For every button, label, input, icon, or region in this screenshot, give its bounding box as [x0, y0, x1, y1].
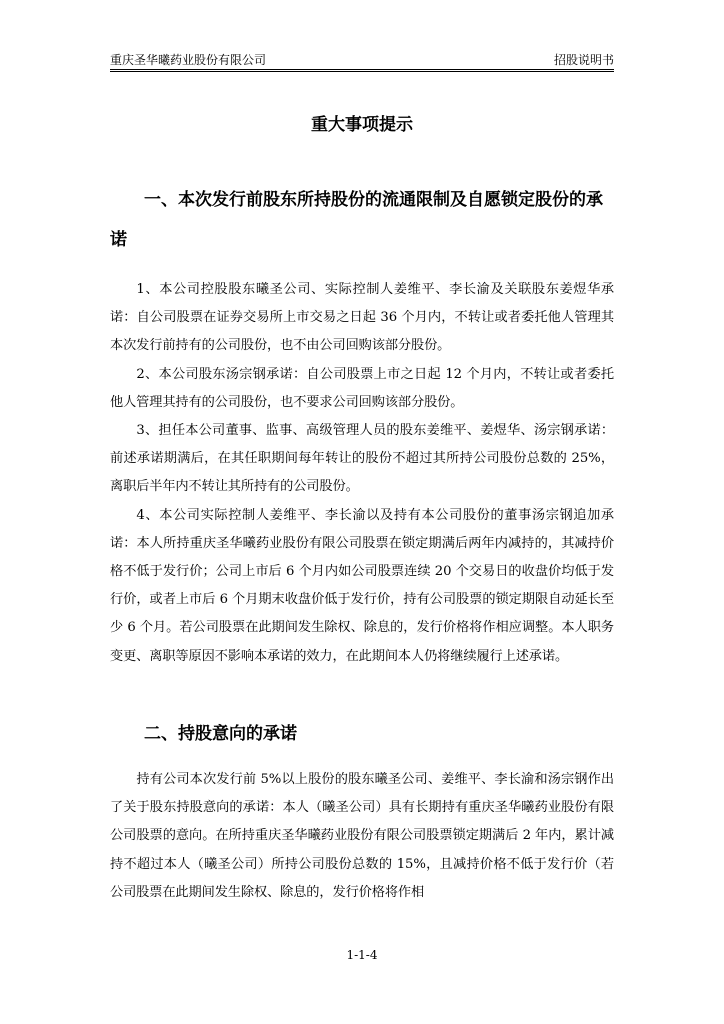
section1-paragraph: 3、担任本公司董事、监事、高级管理人员的股东姜维平、姜煜华、汤宗钢承诺：前述承诺期满后，在其任职期间每年转让的股份不超过其所持公司股份总数的 25%，离职后半年内不转让其所持有的公司股份。: [110, 423, 614, 495]
section1-body: [110, 276, 614, 671]
header-doc-type: 招股说明书: [553, 53, 614, 67]
page-number: 1-1-4: [346, 948, 378, 962]
header-company: 重庆圣华曦药业股份有限公司: [110, 53, 267, 67]
page-title: 重大事项提示: [311, 115, 413, 135]
section1-paragraph: 4、本公司实际控制人姜维平、李长渝以及持有本公司股份的董事汤宗钢追加承诺：本人所持重庆圣华曦药业股份有限公司股票在锁定期满后两年内减持的，其减持价格不低于发行价；公司上市后 6 个月内如公司股票连续 20 个交易日的收盘价均低于发行价，或者上市后 6 个月期末收盘价低于发行价，持有公司股票的锁定期限自动延长至少 6 个月。若公司股票在此期间发生除权、除息的，发行价格将作相应调整。本人职务变更、离职等原因不影响本承诺的效力，在此期间本人仍将继续履行上述承诺。: [110, 507, 614, 664]
section1-paragraph: 2、本公司股东汤宗钢承诺：自公司股票上市之日起 12 个月内，不转让或者委托他人管理其持有的公司股份，也不要求公司回购该部分股份。: [110, 366, 614, 410]
page-header: [110, 48, 614, 72]
header-rule-double: [110, 71, 614, 72]
section1-heading: 一、本次发行前股东所持股份的流通限制及自愿锁定股份的承诺: [110, 190, 603, 250]
section1-paragraph: 1、本公司控股股东曦圣公司、实际控制人姜维平、李长渝及关联股东姜煜华承诺：自公司股票在证券交易所上市交易之日起 36 个月内，不转让或者委托他人管理其本次发行前持有的公司股份，也不由公司回购该部分股份。: [110, 282, 614, 354]
section2-body: [110, 766, 614, 907]
section2-paragraph: 持有公司本次发行前 5%以上股份的股东曦圣公司、姜维平、李长渝和汤宗钢作出了关于股东持股意向的承诺：本人（曦圣公司）具有长期持有重庆圣华曦药业股份有限公司股票的意向。在所持重庆圣华曦药业股份有限公司股票锁定期满后 2 年内，累计减持不超过本人（曦圣公司）所持公司股份总数的 15%，且减持价格不低于发行价（若公司股票在此期间发生除权、除息的，发行价格将作相: [110, 772, 614, 900]
section2-heading: 二、持股意向的承诺: [144, 724, 297, 744]
header-rule: [110, 69, 614, 70]
